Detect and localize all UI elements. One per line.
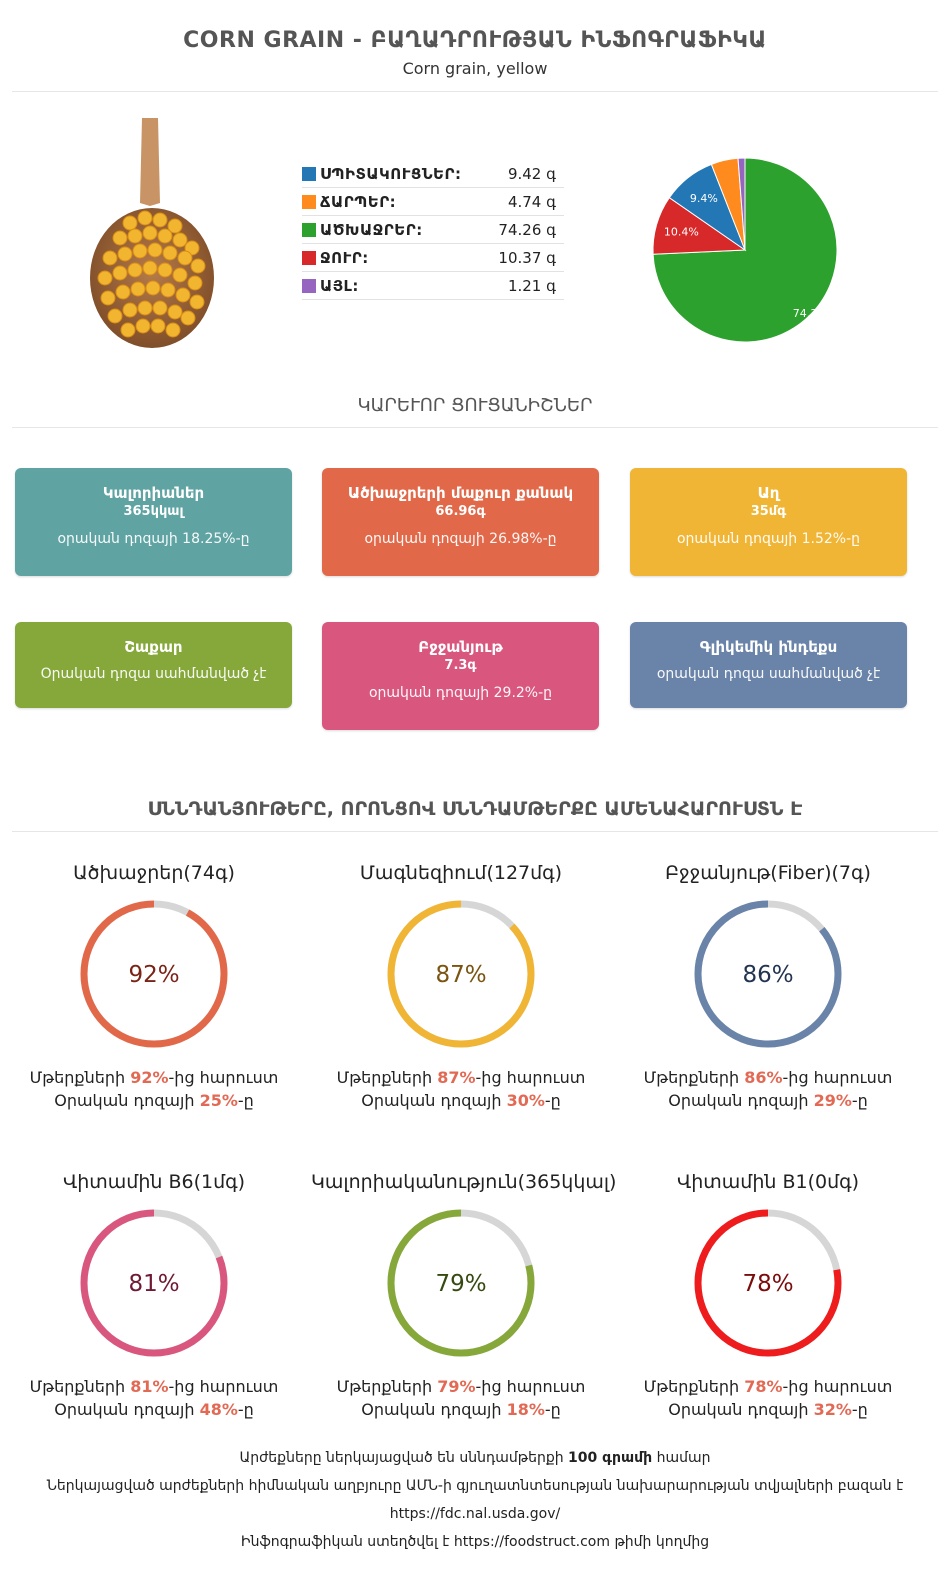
donut-percent: 78% [742, 1271, 794, 1297]
daily-line [4, 1400, 304, 1419]
daily-prefix: Օրական դոզայի [668, 1091, 814, 1110]
nutrient-carbs [4, 862, 304, 1110]
rich-percent: 81% [130, 1377, 169, 1396]
percent-donut [688, 1203, 848, 1363]
rich-line [311, 1377, 611, 1396]
rich-prefix: Մթերքների [643, 1068, 745, 1087]
rich-line [4, 1377, 304, 1396]
daily-line [4, 1091, 304, 1110]
card-title: Կալորիաներ [102, 484, 205, 502]
rich-suffix: -ից հարուստ [475, 1377, 586, 1396]
rich-percent: 86% [744, 1068, 783, 1087]
rich-prefix: Մթերքների [336, 1377, 438, 1396]
legend-swatch [302, 167, 316, 181]
divider [12, 91, 938, 92]
pie-label: 9.4% [689, 192, 718, 206]
legend-swatch [302, 251, 316, 265]
rich-prefix: Մթերքների [643, 1377, 745, 1396]
rich-line [311, 1068, 611, 1087]
donut-percent: 92% [128, 962, 180, 988]
percent-donut [74, 1203, 234, 1363]
footer-source-line: Ներկայացված արժեքների հիմնական աղբյուրը ԱՄՆ-ի գյուղատնտեսության նախարարության տվյալների բազան է [46, 1478, 904, 1494]
nutrient-label: Բջջանյութ(Fiber)(7գ) [665, 862, 871, 884]
legend-label: ՋՈՒՐ: [320, 248, 369, 267]
divider [12, 831, 938, 832]
footer-bold: 100 գրամի [568, 1450, 653, 1466]
legend-swatch [302, 195, 316, 209]
daily-percent: 18% [506, 1400, 545, 1419]
card-note: օրական դոզա սահմանված չէ [656, 666, 881, 682]
percent-donut [381, 894, 541, 1054]
footer-line [0, 1444, 950, 1472]
nutrient-fiber [618, 862, 918, 1110]
pie-label: 74.3% [792, 307, 828, 321]
nutrient-label: Վիտամին B6(1մգ) [62, 1171, 246, 1193]
rich-line [618, 1377, 918, 1396]
daily-percent: 32% [813, 1400, 852, 1419]
legend-row-water [302, 244, 564, 272]
percent-donut [688, 894, 848, 1054]
card-value: 365կկալ [123, 504, 184, 519]
legend-row-protein [302, 160, 564, 188]
daily-percent: 48% [199, 1400, 238, 1419]
daily-percent: 29% [813, 1091, 852, 1110]
rich-prefix: Մթերքների [29, 1068, 131, 1087]
card-note: օրական դոզայի 1.52%-ը [676, 531, 861, 547]
daily-suffix: -ը [544, 1400, 561, 1419]
daily-percent: 30% [506, 1091, 545, 1110]
daily-prefix: Օրական դոզայի [361, 1091, 507, 1110]
card-net-carbs [322, 468, 599, 576]
daily-suffix: -ը [237, 1091, 254, 1110]
rich-percent: 87% [437, 1068, 476, 1087]
footer [0, 1444, 950, 1556]
card-title: Շաքար [124, 638, 183, 656]
divider [12, 427, 938, 428]
card-note: օրական դոզայի 26.98%-ը [364, 531, 557, 547]
foodstruct-link[interactable]: https://foodstruct.com [453, 1534, 610, 1550]
rich-suffix: -ից հարուստ [168, 1377, 279, 1396]
daily-line [618, 1091, 918, 1110]
daily-prefix: Օրական դոզայի [361, 1400, 507, 1419]
legend-value: 9.42 գ [507, 164, 556, 183]
legend-row-fat [302, 188, 564, 216]
card-title: Աղ [757, 484, 780, 502]
footer-source-link[interactable]: https://fdc.nal.usda.gov/ [389, 1506, 561, 1522]
corn-spoon-image [80, 118, 230, 353]
card-value: 66.96գ [435, 504, 486, 519]
footer-text: համար [652, 1450, 711, 1466]
rich-suffix: -ից հարուստ [168, 1068, 279, 1087]
page-title: CORN GRAIN - ԲԱՂԱԴՐՈՒԹՅԱՆ ԻՆՖՈԳՐԱՖԻԿԱ [183, 28, 767, 53]
daily-line [311, 1091, 611, 1110]
rich-percent: 78% [744, 1377, 783, 1396]
header [0, 0, 950, 78]
card-fiber [322, 622, 599, 730]
nutrient-label: Մագնեզիում(127մգ) [359, 862, 563, 884]
card-sugar [15, 622, 292, 708]
nutrient-label: Կալորիականություն(365կկալ) [311, 1171, 617, 1193]
nutrient-label: Ածխաջրեր(74գ) [73, 862, 235, 884]
nutrient-vitamin-b6 [4, 1171, 304, 1419]
daily-suffix: -ը [237, 1400, 254, 1419]
donut-percent: 81% [128, 1271, 180, 1297]
daily-line [311, 1400, 611, 1419]
card-salt [630, 468, 907, 576]
composition-legend [302, 160, 564, 300]
card-title: Գլիկեմիկ ինդեքս [699, 638, 838, 656]
rich-prefix: Մթերքների [29, 1377, 131, 1396]
rich-percent: 79% [437, 1377, 476, 1396]
daily-suffix: -ը [544, 1091, 561, 1110]
card-value: 7.3գ [444, 658, 477, 673]
legend-label: ԱՅԼ: [320, 276, 359, 295]
legend-row-other [302, 272, 564, 300]
rich-nutrients-title: ՍՆՆԴԱՆՅՈՒԹԵՐԸ, ՈՐՈՆՑՈՎ ՍՆՆԴԱՄԹԵՐՔԸ ԱՄԵՆԱՀԱՐՈՒՍՏՆ Է [147, 798, 803, 820]
card-calories [15, 468, 292, 576]
rich-suffix: -ից հարուստ [782, 1068, 893, 1087]
legend-label: ՍՊԻՏԱԿՈՒՑՆԵՐ: [320, 164, 462, 183]
donut-percent: 79% [435, 1271, 487, 1297]
legend-row-carbs [302, 216, 564, 244]
card-title: Բջջանյութ [418, 638, 503, 656]
rich-suffix: -ից հարուստ [782, 1377, 893, 1396]
rich-suffix: -ից հարուստ [475, 1068, 586, 1087]
legend-value: 74.26 գ [498, 220, 556, 239]
daily-suffix: -ը [851, 1400, 868, 1419]
donut-percent: 86% [742, 962, 794, 988]
card-note: օրական դոզայի 18.25%-ը [57, 531, 250, 547]
key-indicators-title: ԿԱՐԵՒՈՐ ՑՈՒՑԱՆԻՇՆԵՐ [357, 395, 593, 416]
card-title: Ածխաջրերի մաքուր քանակ [347, 484, 574, 502]
percent-donut [381, 1203, 541, 1363]
daily-prefix: Օրական դոզայի [54, 1091, 200, 1110]
footer-text: Արժեքները ներկայացված են սննդամթերքի [239, 1450, 569, 1466]
legend-value: 10.37 գ [498, 248, 556, 267]
rich-percent: 92% [130, 1068, 169, 1087]
pie-label: 10.4% [663, 225, 699, 239]
donut-percent: 87% [435, 962, 487, 988]
rich-line [4, 1068, 304, 1087]
composition-pie-chart [645, 150, 845, 350]
rich-line [618, 1068, 918, 1087]
nutrient-vitamin-b1 [618, 1171, 918, 1419]
page-subtitle: Corn grain, yellow [402, 59, 548, 78]
legend-swatch [302, 223, 316, 237]
daily-line [618, 1400, 918, 1419]
daily-prefix: Օրական դոզայի [54, 1400, 200, 1419]
percent-donut [74, 894, 234, 1054]
footer-text: թիմի կողմից [610, 1534, 710, 1550]
rich-prefix: Մթերքների [336, 1068, 438, 1087]
card-note: օրական դոզայի 29.2%-ը [368, 685, 553, 701]
nutrient-calories [311, 1171, 617, 1419]
card-note: Օրական դոզա սահմանված չէ [40, 666, 267, 682]
daily-prefix: Օրական դոզայի [668, 1400, 814, 1419]
daily-percent: 25% [199, 1091, 238, 1110]
daily-suffix: -ը [851, 1091, 868, 1110]
legend-value: 1.21 գ [507, 276, 556, 295]
legend-label: ՃԱՐՊԵՐ: [320, 192, 397, 211]
legend-label: ԱԾԽԱՋՐԵՐ: [320, 220, 423, 239]
nutrient-magnesium [311, 862, 611, 1110]
footer-credit-line [0, 1528, 950, 1556]
legend-value: 4.74 գ [507, 192, 556, 211]
nutrient-label: Վիտամին B1(0մգ) [676, 1171, 860, 1193]
footer-text: Ինֆոգրաֆիկան ստեղծվել է [240, 1534, 454, 1550]
card-glycemic-index [630, 622, 907, 708]
legend-swatch [302, 279, 316, 293]
card-value: 35մգ [750, 504, 787, 519]
